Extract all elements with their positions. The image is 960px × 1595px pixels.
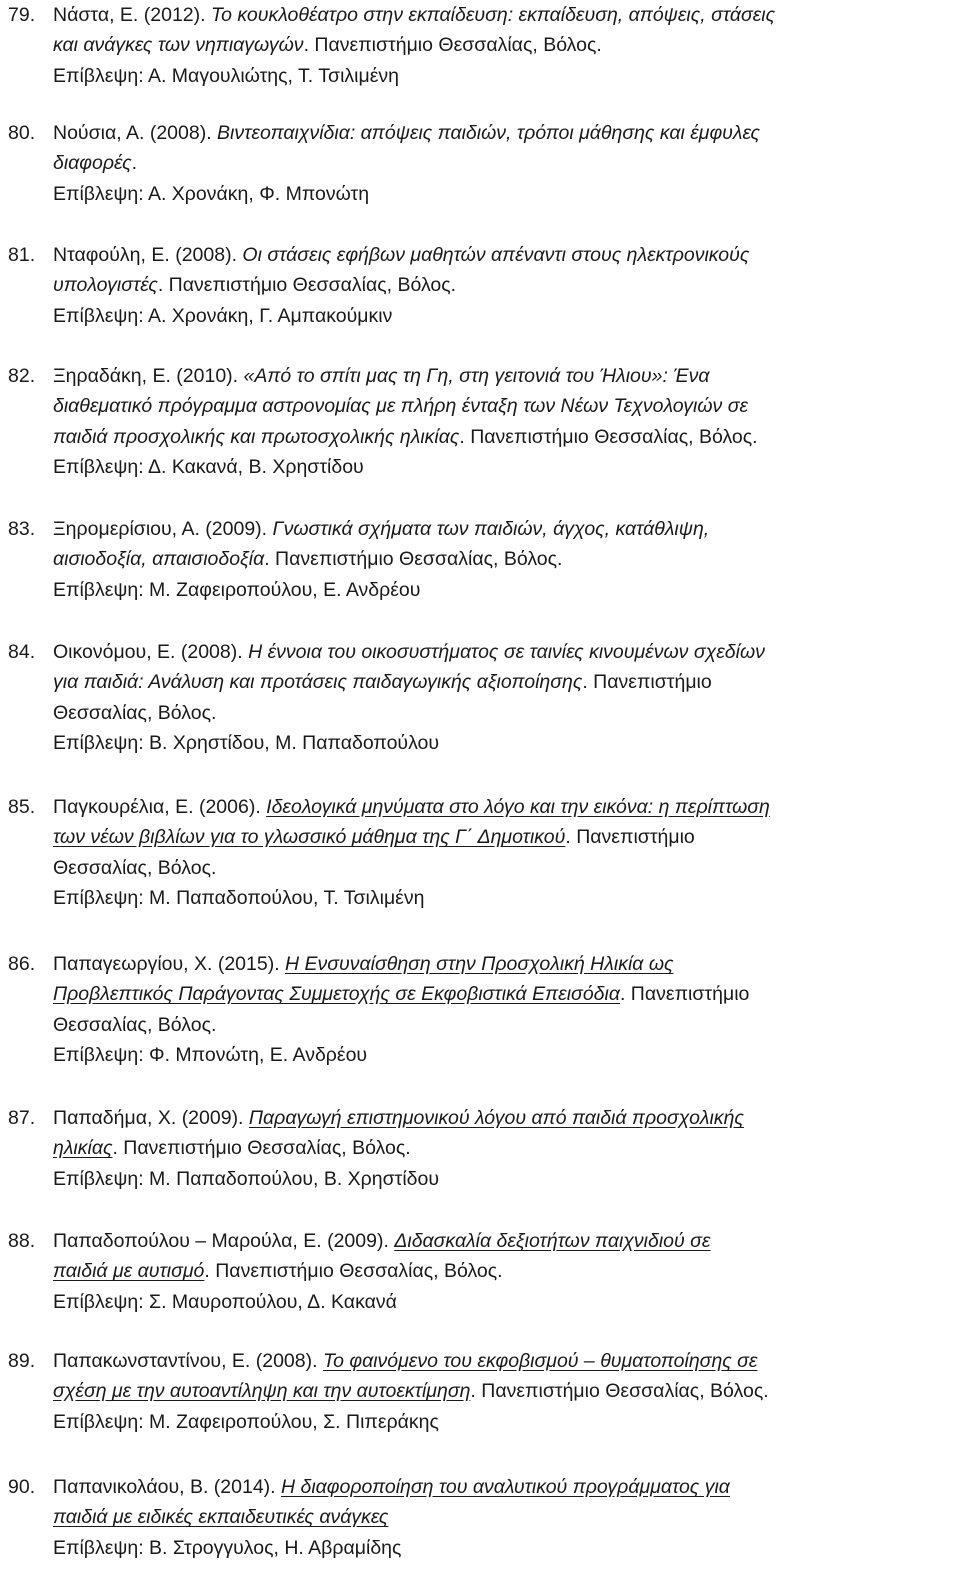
thesis-title: Η διαφοροποίηση του αναλυτικού προγράμματος για xyxy=(281,1476,730,1498)
thesis-title: «Από το σπίτι μας τη Γη, στη γειτονιά του Ήλιου»: Ένα xyxy=(243,365,710,387)
entry-line xyxy=(53,1376,948,1406)
supervisors: Επίβλεψη: Μ. Παπαδοπούλου, Τ. Τσιλιμένη xyxy=(53,887,425,910)
thesis-title-cont: σχέση με την αυτοαντίληψη και την αυτοεκτίμηση xyxy=(53,1380,471,1403)
author-year: Παπαδήμα, Χ. (2009). xyxy=(53,1107,249,1129)
supervisors: Επίβλεψη: Μ. Ζαφειροπούλου, Ε. Ανδρέου xyxy=(53,578,421,601)
institution: . xyxy=(131,152,137,175)
entry-line xyxy=(53,30,948,60)
entry-number: 90. xyxy=(8,1476,36,1498)
reference-entry-90 xyxy=(0,1472,950,1563)
entry-number: 79. xyxy=(8,4,36,26)
entry-number: 83. xyxy=(8,518,36,540)
thesis-title-cont: και ανάγκες των νηπιαγωγών xyxy=(53,34,304,57)
author-year: Νούσια, Α. (2008). xyxy=(53,122,218,144)
author-year: Παγκουρέλια, Ε. (2006). xyxy=(53,796,267,818)
entry-line xyxy=(53,979,948,1009)
thesis-title-cont: αισιοδοξία, απαισιοδοξία xyxy=(53,548,265,571)
entry-line xyxy=(53,822,948,852)
entry-line xyxy=(53,1226,948,1256)
entry-line xyxy=(53,148,948,178)
entry-line xyxy=(53,270,948,300)
supervisors: Επίβλεψη: Σ. Μαυροπούλου, Δ. Κακανά xyxy=(53,1290,397,1313)
thesis-title: Διδασκαλία δεξιοτήτων παιχνιδιού σε xyxy=(394,1230,711,1252)
supervisors: Επίβλεψη: Δ. Κακανά, Β. Χρηστίδου xyxy=(53,456,364,479)
entry-line xyxy=(53,240,948,270)
entry-line xyxy=(53,637,948,667)
supervisors: Επίβλεψη: Α. Χρονάκη, Φ. Μπονώτη xyxy=(53,182,370,205)
entry-line xyxy=(53,0,948,30)
supervisors: Επίβλεψη: Β. Χρηστίδου, Μ. Παπαδοπούλου xyxy=(53,732,440,755)
thesis-title-cont: παιδιά με ειδικές εκπαιδευτικές ανάγκες xyxy=(53,1506,389,1529)
thesis-title: Η έννοια του οικοσυστήματος σε ταινίες κινουμένων σχεδίων xyxy=(248,641,765,663)
thesis-title-cont: διαθεματικό πρόγραμμα αστρονομίας με πλήρη ένταξη των Νέων Τεχνολογιών σε xyxy=(53,395,749,418)
institution-cont: Θεσσαλίας, Βόλος. xyxy=(53,856,217,879)
author-year: Παπανικολάου, Β. (2014). xyxy=(53,1476,281,1498)
entry-line xyxy=(53,422,948,452)
entry-line xyxy=(53,792,948,822)
entry-number: 81. xyxy=(8,244,36,266)
reference-entry-83 xyxy=(0,514,950,605)
author-year: Ξηρομερίσιου, Α. (2009). xyxy=(53,518,273,540)
institution: . Πανεπιστήμιο Θεσσαλίας, Βόλος. xyxy=(204,1260,503,1283)
thesis-title: Γνωστικά σχήματα των παιδιών, άγχος, κατάθλιψη, xyxy=(272,518,710,540)
supervisors: Επίβλεψη: Α. Μαγουλιώτης, Τ. Τσιλιμένη xyxy=(53,64,400,87)
entry-number: 80. xyxy=(8,122,36,144)
thesis-title-cont: ηλικίας xyxy=(53,1137,113,1160)
thesis-title: Το φαινόμενο του εκφοβισμού – θυματοποίησης σε xyxy=(322,1350,758,1372)
institution: . Πανεπιστήμιο Θεσσαλίας, Βόλος. xyxy=(459,425,758,448)
author-year: Παπαγεωργίου, Χ. (2015). xyxy=(53,953,286,975)
entry-number: 82. xyxy=(8,365,36,387)
reference-entry-86 xyxy=(0,949,950,1071)
reference-entry-81 xyxy=(0,240,950,331)
author-year: Νάστα, Ε. (2012). xyxy=(53,4,211,26)
entry-number: 88. xyxy=(8,1230,36,1252)
institution: . Πανεπιστήμιο xyxy=(619,983,750,1006)
author-year: Ξηραδάκη, Ε. (2010). xyxy=(53,365,244,387)
institution: . Πανεπιστήμιο Θεσσαλίας, Βόλος. xyxy=(303,34,602,57)
thesis-title-cont: παιδιά προσχολικής και πρωτοσχολικής ηλικίας xyxy=(53,425,460,448)
institution: . Πανεπιστήμιο Θεσσαλίας, Βόλος. xyxy=(112,1137,411,1160)
entry-line xyxy=(53,1103,948,1133)
author-year: Παπαδοπούλου – Μαρούλα, Ε. (2009). xyxy=(53,1230,395,1252)
entry-number: 87. xyxy=(8,1107,36,1129)
reference-entry-80 xyxy=(0,118,950,209)
thesis-title-cont: διαφορές xyxy=(53,152,132,175)
entry-line xyxy=(53,118,948,148)
thesis-title-cont: παιδιά με αυτισμό xyxy=(53,1260,205,1283)
reference-entry-79 xyxy=(0,0,950,91)
entry-line xyxy=(53,1133,948,1163)
reference-entry-82 xyxy=(0,361,950,483)
author-year: Οικονόμου, Ε. (2008). xyxy=(53,641,249,663)
thesis-title: Ιδεολογικά μηνύματα στο λόγο και την εικόνα: η περίπτωση xyxy=(266,796,770,818)
institution: . Πανεπιστήμιο xyxy=(565,826,695,849)
supervisors: Επίβλεψη: Μ. Παπαδοπούλου, Β. Χρηστίδου xyxy=(53,1167,440,1190)
thesis-title-cont: υπολογιστές xyxy=(53,274,158,297)
author-year: Νταφούλη, Ε. (2008). xyxy=(53,244,243,266)
thesis-title: Η Ενσυναίσθηση στην Προσχολική Ηλικία ως xyxy=(285,953,674,975)
institution: . Πανεπιστήμιο Θεσσαλίας, Βόλος. xyxy=(264,548,563,571)
supervisors: Επίβλεψη: Μ. Ζαφειροπούλου, Σ. Πιπεράκης xyxy=(53,1410,439,1433)
institution: . Πανεπιστήμιο xyxy=(582,671,712,694)
thesis-title: Οι στάσεις εφήβων μαθητών απέναντι στους ηλεκτρονικούς xyxy=(242,244,750,266)
entry-line xyxy=(53,1256,948,1286)
supervisors: Επίβλεψη: Β. Στρογγυλος, Η. Αβραμίδης xyxy=(53,1536,402,1559)
supervisors: Επίβλεψη: Φ. Μπονώτη, Ε. Ανδρέου xyxy=(53,1044,368,1067)
reference-entry-84 xyxy=(0,637,950,759)
supervisors: Επίβλεψη: Α. Χρονάκη, Γ. Αμπακούμκιν xyxy=(53,304,393,327)
institution-cont: Θεσσαλίας, Βόλος. xyxy=(53,1013,217,1036)
institution: . Πανεπιστήμιο Θεσσαλίας, Βόλος. xyxy=(470,1380,769,1403)
reference-entry-88 xyxy=(0,1226,950,1317)
thesis-title: Βιντεοπαιχνίδια: απόψεις παιδιών, τρόποι μάθησης και έμφυλες xyxy=(217,122,761,144)
entry-line xyxy=(53,361,948,391)
institution: . Πανεπιστήμιο Θεσσαλίας, Βόλος. xyxy=(157,274,457,297)
thesis-title: Το κουκλοθέατρο στην εκπαίδευση: εκπαίδευση, απόψεις, στάσεις xyxy=(210,4,776,26)
entry-number: 89. xyxy=(8,1350,36,1372)
entry-line xyxy=(53,667,948,697)
entry-number: 86. xyxy=(8,953,36,975)
author-year: Παπακωνσταντίνου, Ε. (2008). xyxy=(53,1350,323,1372)
reference-entry-87 xyxy=(0,1103,950,1194)
reference-entry-89 xyxy=(0,1346,950,1437)
entry-number: 84. xyxy=(8,641,36,663)
entry-line xyxy=(53,1346,948,1376)
entry-line xyxy=(53,1472,948,1502)
entry-line xyxy=(53,514,948,544)
thesis-title: Παραγωγή επιστημονικού λόγου από παιδιά προσχολικής xyxy=(248,1107,744,1129)
thesis-title-cont: των νέων βιβλίων για το γλωσσικό μάθημα της Γ΄ Δημοτικού xyxy=(53,826,566,849)
thesis-title-cont: για παιδιά: Ανάλυση και προτάσεις παιδαγωγικής αξιοποίησης xyxy=(53,671,583,694)
entry-number: 85. xyxy=(8,796,36,818)
entry-line xyxy=(53,949,948,979)
reference-entry-85 xyxy=(0,792,950,914)
thesis-title-cont: Προβλεπτικός Παράγοντας Συμμετοχής σε Εκφοβιστικά Επεισόδια xyxy=(53,983,620,1006)
entry-line xyxy=(53,544,948,574)
institution-cont: Θεσσαλίας, Βόλος. xyxy=(53,701,217,724)
